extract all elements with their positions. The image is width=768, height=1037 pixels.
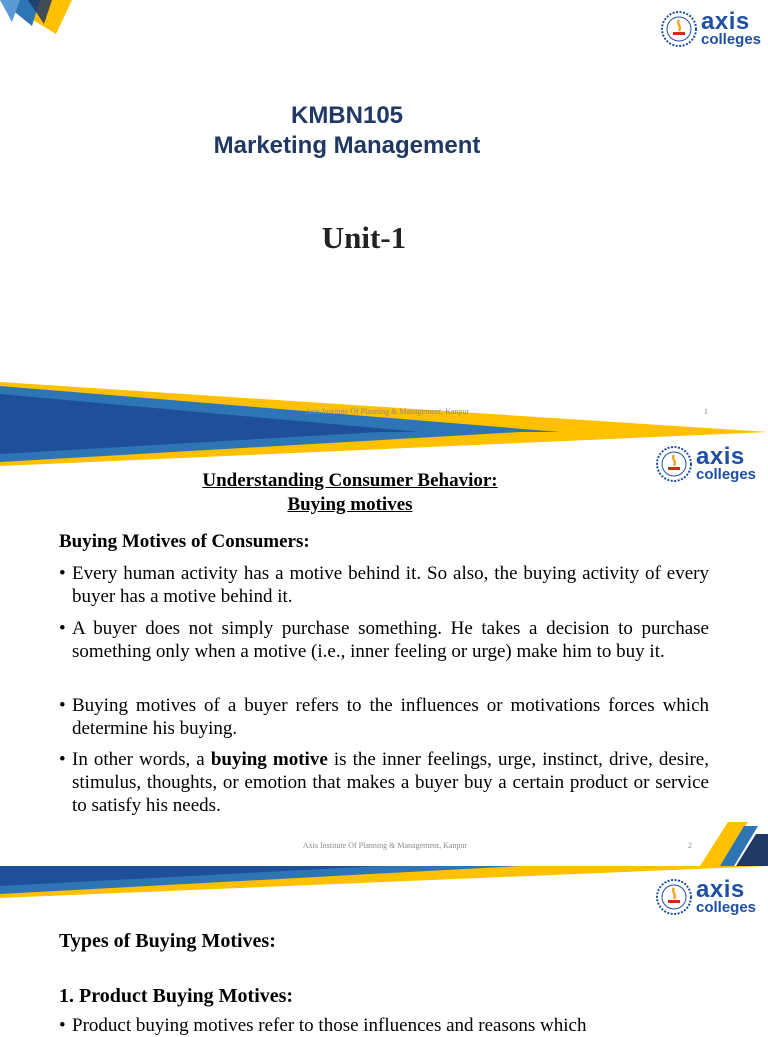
axis-colleges-logo [656,878,756,915]
corner-stripes-decoration [0,0,80,40]
bullet-text: Product buying motives refer to those influences and reasons which [72,1015,587,1036]
logo-text-axis: axis [701,8,750,35]
bullet-item-2: • A buyer does not simply purchase something. He takes a decision to purchase something only when a motive (i.e., inner feeling or urge) make him to buy it. [59,618,709,662]
bottom-swoosh-decoration [0,380,768,432]
logo-text-axis: axis [696,443,745,470]
logo-text-colleges: colleges [696,466,757,483]
bullet-item-1: • Every human activity has a motive behind it. So also, the buying activity of every buyer has a motive behind it. [59,563,709,607]
heading-product-buying-motives: 1. Product Buying Motives: [59,985,294,1007]
slide-2 [0,432,768,866]
bullet-item-4: • In other words, a buying motive is the inner feelings, urge, instinct, drive, desire, stimulus, thoughts, or emotion that makes a buyer buy a certain product or service to satisfy his needs. [59,749,709,816]
slide-title-line-2: Buying motives [287,494,413,515]
slide-title-line-1: Understanding Consumer Behavior: [202,470,498,491]
course-code: KMBN105 [290,102,404,129]
bullet-text: A buyer does not simply purchase something. He takes a decision to purchase something only when a motive (i.e., inner feeling or urge) make him to buy it. [72,618,709,662]
logo-text-colleges: colleges [696,899,757,916]
footer-institute: Axis Institute Of Planning & Management, Kanpur [304,407,470,416]
logo-text-axis: axis [696,876,745,903]
bullet-item-3: • Buying motives of a buyer refers to the influences or motivations forces which determine his buying. [59,695,709,739]
bullet-text-bold: buying motive [210,749,328,770]
page-number: 2 [688,841,692,850]
unit-title: Unit-1 [321,220,407,255]
axis-colleges-logo [661,10,761,47]
logo-text-colleges: colleges [701,31,762,48]
corner-stripes-decoration [700,822,768,866]
bullet-text: Every human activity has a motive behind it. So also, the buying activity of every buyer has a motive behind it. [72,563,709,607]
slide-1 [0,0,768,432]
slide-3 [0,866,768,1036]
subheading: Buying Motives of Consumers: [59,531,310,552]
top-swoosh-decoration [0,866,768,903]
footer-institute: Axis Institute Of Planning & Management, Kanpur [302,841,468,850]
bullet-text: Buying motives of a buyer refers to the influences or motivations forces which determine his buying. [72,695,709,739]
college-seal-icon [661,11,697,47]
bullet-item-partial: • Product buying motives refer to those influences and reasons which [59,1014,709,1037]
page-number: 1 [704,407,708,416]
top-swoosh-decoration [0,432,768,468]
bullet-text [72,748,709,817]
course-name: Marketing Management [213,132,481,159]
bullet-text-suffix: is the inner feelings, urge, instinct, drive, desire, stimulus, thoughts, or emotion that makes a buyer buy a certain product or service to satisfy his needs. [72,749,709,816]
college-seal-icon [656,879,692,915]
bullet-text-prefix: In other words, a [72,749,211,770]
heading-types-of-buying-motives: Types of Buying Motives: [59,930,276,952]
